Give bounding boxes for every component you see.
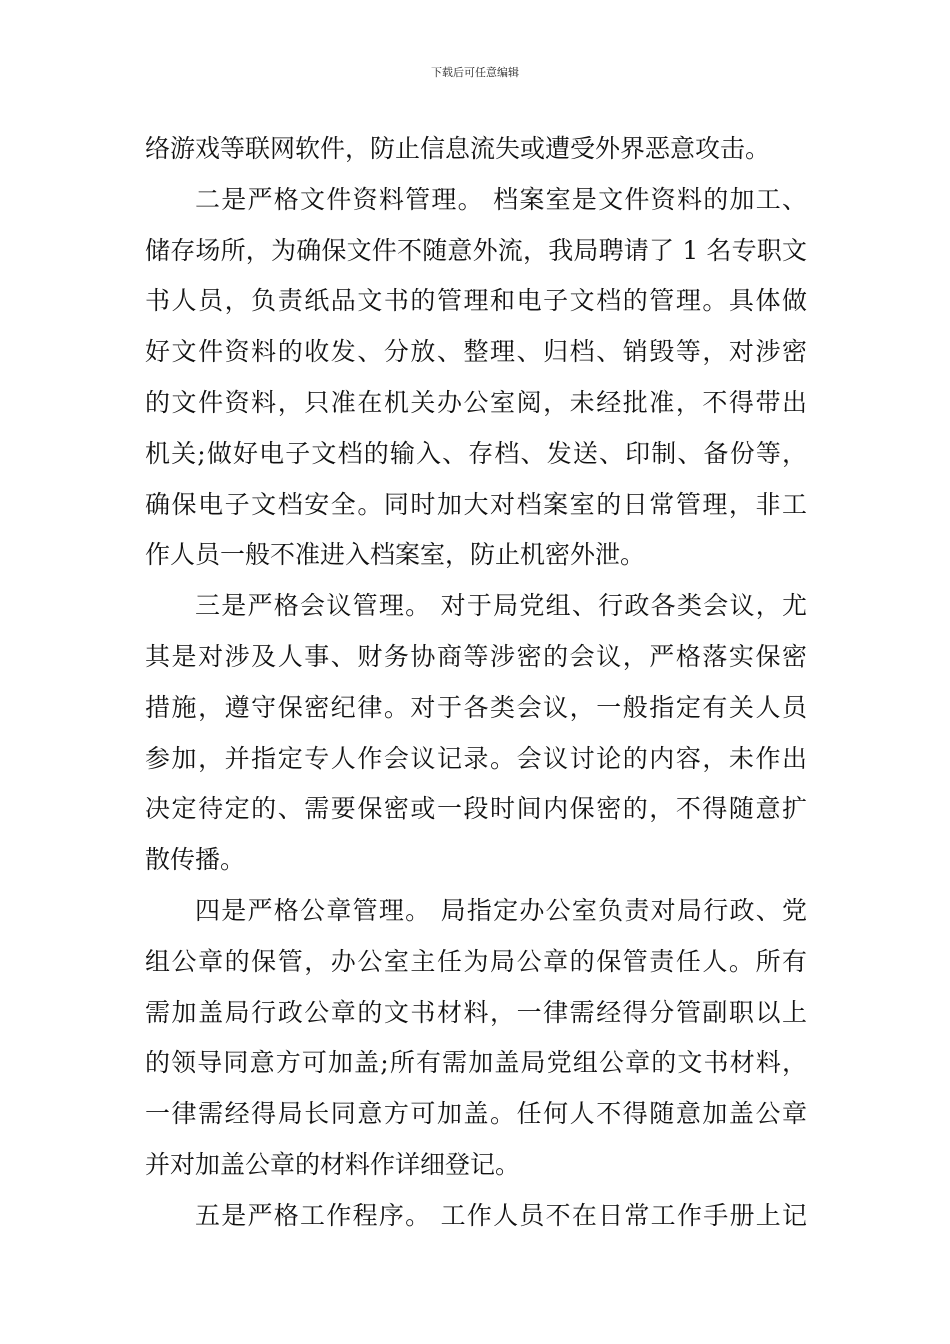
text-line: 好文件资料的收发、分放、整理、归档、销毁等，对涉密 [145, 337, 807, 367]
text-line: 其是对涉及人事、财务协商等涉密的会议，严格落实保密 [145, 641, 807, 671]
text-line: 储存场所，为确保文件不随意外流，我局聘请了 1 名专职文 [145, 235, 807, 265]
text-line: 参加，并指定专人作会议记录。会议讨论的内容，未作出 [145, 743, 807, 773]
text-line: 决定待定的、需要保密或一段时间内保密的，不得随意扩 [145, 794, 807, 824]
text-line: 五是严格工作程序。 工作人员不在日常工作手册上记 [195, 1200, 807, 1230]
text-line: 的文件资料，只准在机关办公室阅，未经批准，不得带出 [145, 387, 807, 417]
text-line: 四是严格公章管理。 局指定办公室负责对局行政、党 [195, 895, 807, 925]
text-line: 的领导同意方可加盖;所有需加盖局党组公章的文书材料， [145, 1048, 807, 1078]
text-line: 组公章的保管，办公室主任为局公章的保管责任人。所有 [145, 946, 807, 976]
text-line: 书人员，负责纸品文书的管理和电子文档的管理。具体做 [145, 286, 807, 316]
text-line: 一律需经得局长同意方可加盖。任何人不得随意加盖公章 [145, 1099, 807, 1129]
text-line: 二是严格文件资料管理。 档案室是文件资料的加工、 [195, 184, 807, 214]
text-line: 需加盖局行政公章的文书材料，一律需经得分管副职以上 [145, 997, 807, 1027]
text-line: 机关;做好电子文档的输入、存档、发送、印制、备份等， [145, 438, 807, 468]
page-header: 下载后可任意编辑 [431, 66, 519, 79]
text-line: 作人员一般不准进入档案室，防止机密外泄。 [145, 540, 646, 570]
text-line: 络游戏等联网软件，防止信息流失或遭受外界恶意攻击。 [145, 134, 771, 163]
text-line: 散传播。 [145, 845, 246, 875]
text-line: 并对加盖公章的材料作详细登记。 [145, 1149, 521, 1179]
text-line: 措施，遵守保密纪律。对于各类会议，一般指定有关人员 [145, 692, 807, 722]
document-body [145, 124, 807, 1242]
text-line: 确保电子文档安全。同时加大对档案室的日常管理，非工 [145, 489, 807, 519]
text-line: 三是严格会议管理。 对于局党组、行政各类会议，尤 [195, 591, 807, 621]
